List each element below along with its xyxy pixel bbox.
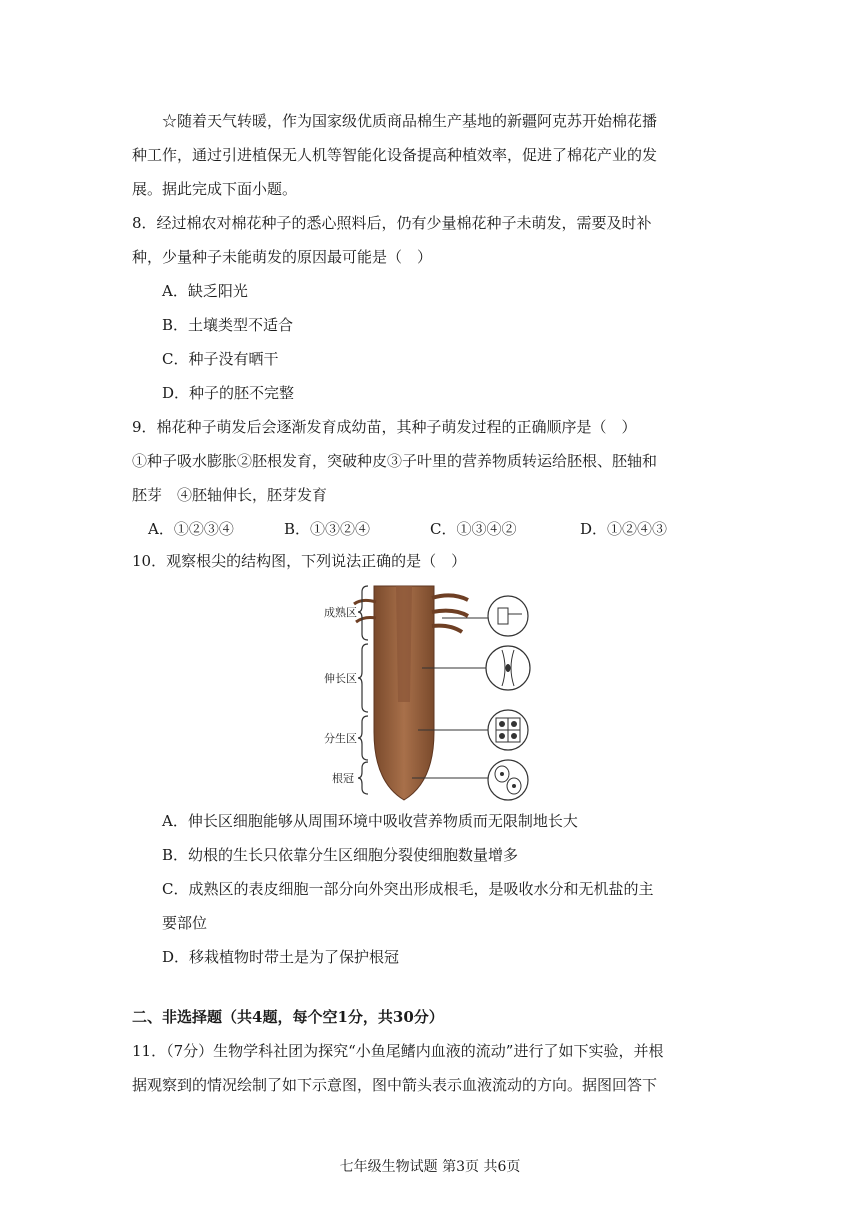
q8-option-c: C．种子没有晒干 [162,350,279,368]
q11-stem-2: 据观察到的情况绘制了如下示意图，图中箭头表示血液流动的方向。据图回答下 [132,1076,658,1094]
q9-option-d: D．①②④③ [580,520,668,538]
label-meristem-zone: 分生区 [324,732,357,745]
q8-stem-1: 8．经过棉农对棉花种子的悉心照料后，仍有少量棉花种子未萌发，需要及时补 [132,214,652,232]
root-core [396,586,412,702]
brace-meristem-zone [358,716,368,760]
label-root-cap: 根冠 [332,772,354,785]
q10-option-b: B．幼根的生长只依靠分生区细胞分裂使细胞数量增多 [162,846,519,864]
root-hair [356,618,376,623]
q11-stem-1: 11．（7分）生物学科社团为探究“小鱼尾鳍内血液的流动”进行了如下实验，并根 [132,1042,664,1060]
label-elongation-zone: 伸长区 [324,672,357,685]
q8-option-d: D．种子的胚不完整 [162,384,295,402]
cell-circle-elongation [486,646,530,690]
q9-stem-2: ①种子吸水膨胀②胚根发育，突破种皮③子叶里的营养物质转运给胚根、胚轴和 [132,452,658,470]
q8-stem-2: 种，少量种子未能萌发的原因最可能是（ ） [132,248,433,266]
q10-option-c-2: 要部位 [162,914,208,932]
cell-circle-root-cap [488,760,528,800]
page-footer: 七年级生物试题 第3页 共6页 [339,1159,521,1175]
root-tip-figure [322,582,536,804]
root-hair [432,595,468,600]
cell-circle-meristem [488,710,528,750]
brace-elongation-zone [358,644,368,712]
q9-option-b: B．①③②④ [284,520,371,538]
q8-option-a: A．缺乏阳光 [162,282,248,300]
q10-option-c-1: C．成熟区的表皮细胞一部分向外突出形成根毛，是吸收水分和无机盐的主 [162,880,654,898]
intro-line-3: 展。据此完成下面小题。 [132,180,298,198]
q8-option-b: B．土壤类型不适合 [162,316,294,334]
brace-mature-zone [358,586,368,640]
q9-option-a: A．①②③④ [148,520,234,538]
q10-option-d: D．移栽植物时带土是为了保护根冠 [162,948,400,966]
root-hair [432,626,462,632]
q10-stem: 10．观察根尖的结构图，下列说法正确的是（ ） [132,552,467,570]
brace-root-cap [358,762,368,794]
root-hair [354,600,376,604]
intro-line-1: ☆随着天气转暖，作为国家级优质商品棉生产基地的新疆阿克苏开始棉花播 [162,112,658,130]
root-hair [432,611,468,616]
cell-circle-mature [488,596,528,636]
section-heading: 二、非选择题（共4题，每个空1分，共30分） [132,1008,444,1026]
label-mature-zone: 成熟区 [324,606,357,619]
q9-stem-1: 9．棉花种子萌发后会逐渐发育成幼苗，其种子萌发过程的正确顺序是（ ） [132,418,637,436]
q10-option-a: A．伸长区细胞能够从周围环境中吸收营养物质而无限制地长大 [162,812,578,830]
q9-stem-3: 胚芽 ④胚轴伸长，胚芽发育 [132,486,328,504]
intro-line-2: 种工作，通过引进植保无人机等智能化设备提高种植效率，促进了棉花产业的发 [132,146,658,164]
q9-option-c: C．①③④② [430,520,517,538]
